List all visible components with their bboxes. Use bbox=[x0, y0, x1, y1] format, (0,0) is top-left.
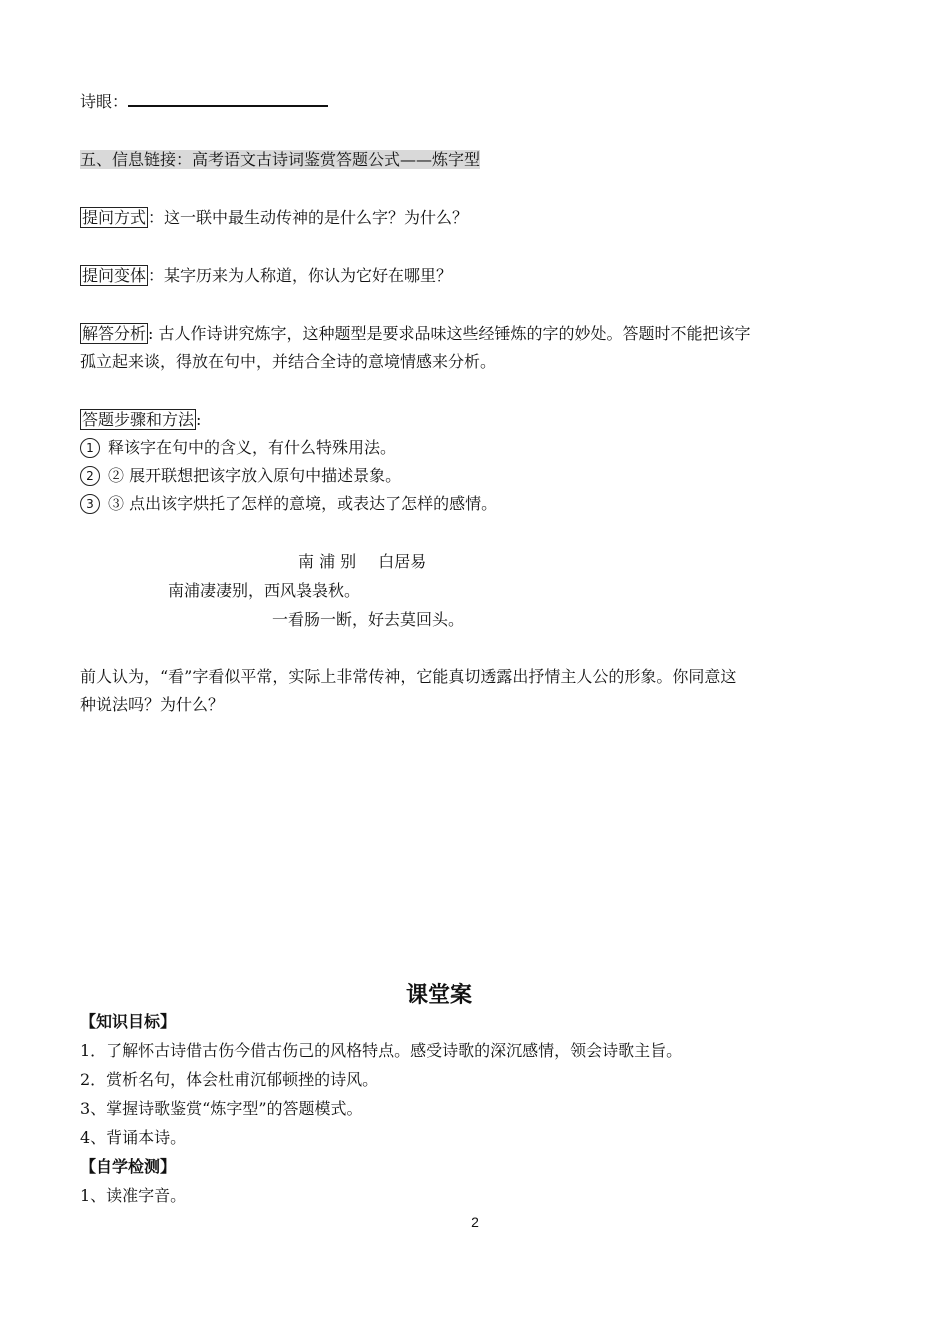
poem-line-2: 一看肠一断，好去莫回头。 bbox=[272, 610, 465, 629]
shiyan-label: 诗眼： bbox=[80, 92, 129, 111]
analysis-line-2: 孤立起来谈，得放在句中，并结合全诗的意境情感来分析。 bbox=[80, 352, 497, 371]
objective-4: 4、背诵本诗。 bbox=[80, 1128, 187, 1147]
question-line-1: 前人认为，“看”字看似平常，实际上非常传神，它能真切透露出抒情主人公的形象。你同意这 bbox=[80, 667, 737, 686]
poem-title-line bbox=[298, 550, 426, 574]
question-form-text: ：这一联中最生动传神的是什么字？为什么？ bbox=[148, 208, 469, 227]
poem-title: 南 浦 别 bbox=[298, 552, 357, 571]
step-text-1: 释该字在句中的含义，有什么特殊用法。 bbox=[108, 438, 397, 457]
selfcheck-heading: 【自学检测】 bbox=[80, 1157, 177, 1176]
step-item-1 bbox=[80, 436, 396, 460]
steps-colon: : bbox=[196, 410, 202, 429]
poem-line-1: 南浦凄凄别，西风袅袅秋。 bbox=[168, 581, 361, 600]
analysis-line-1 bbox=[80, 322, 751, 346]
question-form-line bbox=[80, 206, 468, 230]
step-number-2: 2 bbox=[80, 466, 100, 486]
question-variant-label: 提问变体 bbox=[82, 266, 147, 285]
shiyan-line bbox=[80, 90, 328, 114]
objective-1: 1．了解怀古诗借古伤今借古伤己的风格特点。感受诗歌的深沉感情，领会诗歌主旨。 bbox=[80, 1041, 683, 1060]
answer-blank[interactable] bbox=[128, 91, 328, 107]
objective-3: 3、掌握诗歌鉴赏“炼字型”的答题模式。 bbox=[80, 1099, 363, 1118]
question-form-label: 提问方式 bbox=[82, 208, 147, 227]
section-five-heading bbox=[80, 148, 480, 172]
classroom-title: 课堂案 bbox=[405, 983, 472, 1008]
steps-label: 答题步骤和方法 bbox=[82, 410, 195, 429]
steps-heading bbox=[80, 408, 201, 432]
page-number: 2 bbox=[471, 1214, 479, 1230]
analysis-label: 解答分析 bbox=[82, 324, 147, 343]
question-line-2: 种说法吗？为什么？ bbox=[80, 695, 225, 714]
step-text-3: ③ 点出该字烘托了怎样的意境，或表达了怎样的感情。 bbox=[108, 494, 498, 513]
objective-2: 2．赏析名句，体会杜甫沉郁顿挫的诗风。 bbox=[80, 1070, 379, 1089]
question-variant-text: ：某字历来为人称道，你认为它好在哪里？ bbox=[148, 266, 453, 285]
step-item-3 bbox=[80, 492, 497, 516]
poem-author: 白居易 bbox=[378, 552, 427, 571]
step-number-1: 1 bbox=[80, 438, 100, 458]
step-number-3: 3 bbox=[80, 494, 100, 514]
knowledge-heading: 【知识目标】 bbox=[80, 1012, 177, 1031]
section-five-text: 五、信息链接：高考语文古诗词鉴赏答题公式——炼字型 bbox=[80, 150, 481, 169]
step-item-2 bbox=[80, 464, 401, 488]
analysis-text-1: : 古人作诗讲究炼字，这种题型是要求品味这些经锤炼的字的妙处。答题时不能把该字 bbox=[148, 324, 751, 343]
selfcheck-item-1: 1、读准字音。 bbox=[80, 1186, 187, 1205]
question-variant-line bbox=[80, 264, 452, 288]
step-text-2: ② 展开联想把该字放入原句中描述景象。 bbox=[108, 466, 402, 485]
